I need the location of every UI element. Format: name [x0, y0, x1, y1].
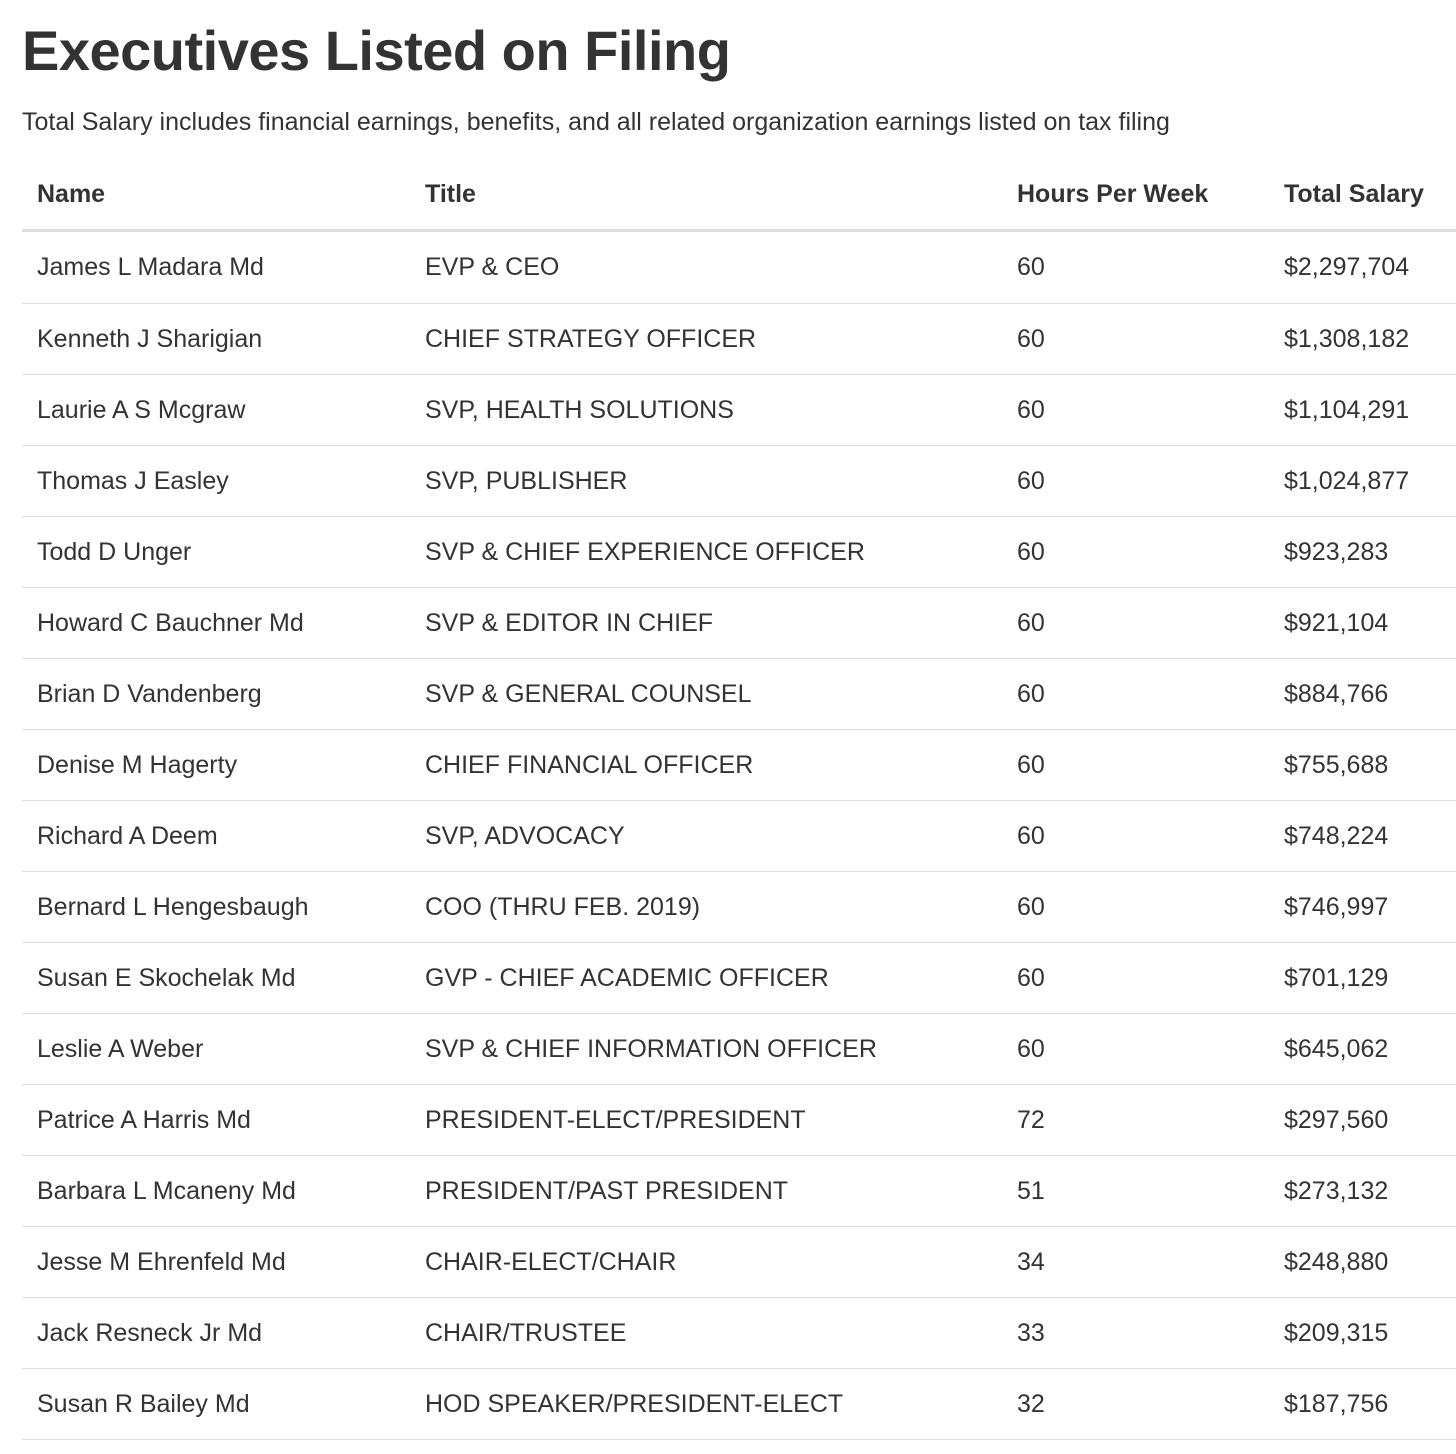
header-row: [22, 159, 1456, 231]
cell-title: CHAIR/TRUSTEE: [410, 1298, 1002, 1369]
cell-name: Laurie A S Mcgraw: [22, 375, 410, 446]
column-header-salary: Total Salary: [1269, 159, 1456, 231]
cell-title: SVP, ADVOCACY: [410, 801, 1002, 872]
cell-title: SVP & GENERAL COUNSEL: [410, 659, 1002, 730]
page-subtitle: Total Salary includes financial earnings, benefits, and all related organization earnings listed on tax filing: [22, 108, 1170, 136]
cell-title: SVP & EDITOR IN CHIEF: [410, 588, 1002, 659]
table-row: [22, 943, 1456, 1014]
cell-salary: $1,104,291: [1269, 375, 1456, 446]
column-header-title: Title: [410, 159, 1002, 231]
table-row: [22, 872, 1456, 943]
cell-title: SVP & CHIEF EXPERIENCE OFFICER: [410, 517, 1002, 588]
cell-hours: 60: [1002, 872, 1269, 943]
cell-name: Todd D Unger: [22, 517, 410, 588]
cell-salary: $187,756: [1269, 1369, 1456, 1440]
table-row: [22, 1014, 1456, 1085]
cell-salary: $701,129: [1269, 943, 1456, 1014]
cell-hours: 60: [1002, 1014, 1269, 1085]
cell-hours: 60: [1002, 801, 1269, 872]
page-title: Executives Listed on Filing: [22, 19, 731, 82]
cell-title: HOD SPEAKER/PRESIDENT-ELECT: [410, 1369, 1002, 1440]
cell-name: Jack Resneck Jr Md: [22, 1298, 410, 1369]
cell-name: Richard A Deem: [22, 801, 410, 872]
cell-name: James L Madara Md: [22, 231, 410, 304]
cell-hours: 60: [1002, 446, 1269, 517]
cell-title: SVP, HEALTH SOLUTIONS: [410, 375, 1002, 446]
column-header-hours: Hours Per Week: [1002, 159, 1269, 231]
cell-salary: $923,283: [1269, 517, 1456, 588]
table-row: [22, 659, 1456, 730]
table-row: [22, 1369, 1456, 1440]
cell-salary: $209,315: [1269, 1298, 1456, 1369]
cell-name: Barbara L Mcaneny Md: [22, 1156, 410, 1227]
cell-salary: $273,132: [1269, 1156, 1456, 1227]
executives-table: [22, 159, 1456, 1440]
cell-name: Thomas J Easley: [22, 446, 410, 517]
cell-name: Howard C Bauchner Md: [22, 588, 410, 659]
cell-name: Susan R Bailey Md: [22, 1369, 410, 1440]
cell-hours: 60: [1002, 659, 1269, 730]
cell-hours: 60: [1002, 943, 1269, 1014]
cell-hours: 51: [1002, 1156, 1269, 1227]
cell-name: Brian D Vandenberg: [22, 659, 410, 730]
cell-salary: $755,688: [1269, 730, 1456, 801]
cell-salary: $746,997: [1269, 872, 1456, 943]
cell-title: GVP - CHIEF ACADEMIC OFFICER: [410, 943, 1002, 1014]
table-row: [22, 1085, 1456, 1156]
cell-name: Denise M Hagerty: [22, 730, 410, 801]
cell-name: Bernard L Hengesbaugh: [22, 872, 410, 943]
table-header: [22, 159, 1456, 231]
cell-hours: 60: [1002, 304, 1269, 375]
cell-hours: 60: [1002, 517, 1269, 588]
cell-title: EVP & CEO: [410, 231, 1002, 304]
cell-name: Susan E Skochelak Md: [22, 943, 410, 1014]
table-row: [22, 446, 1456, 517]
cell-name: Kenneth J Sharigian: [22, 304, 410, 375]
cell-hours: 34: [1002, 1227, 1269, 1298]
cell-hours: 60: [1002, 231, 1269, 304]
table-row: [22, 304, 1456, 375]
table-row: [22, 375, 1456, 446]
cell-title: SVP & CHIEF INFORMATION OFFICER: [410, 1014, 1002, 1085]
cell-salary: $1,308,182: [1269, 304, 1456, 375]
cell-title: COO (THRU FEB. 2019): [410, 872, 1002, 943]
cell-hours: 72: [1002, 1085, 1269, 1156]
table-row: [22, 730, 1456, 801]
cell-salary: $921,104: [1269, 588, 1456, 659]
cell-hours: 32: [1002, 1369, 1269, 1440]
table-row: [22, 1156, 1456, 1227]
cell-hours: 60: [1002, 375, 1269, 446]
cell-salary: $1,024,877: [1269, 446, 1456, 517]
cell-title: CHAIR-ELECT/CHAIR: [410, 1227, 1002, 1298]
cell-name: Patrice A Harris Md: [22, 1085, 410, 1156]
cell-title: PRESIDENT-ELECT/PRESIDENT: [410, 1085, 1002, 1156]
cell-salary: $2,297,704: [1269, 231, 1456, 304]
cell-salary: $645,062: [1269, 1014, 1456, 1085]
column-header-name: Name: [22, 159, 410, 231]
table-row: [22, 1298, 1456, 1369]
table-row: [22, 588, 1456, 659]
cell-name: Leslie A Weber: [22, 1014, 410, 1085]
table-row: [22, 1227, 1456, 1298]
cell-title: CHIEF FINANCIAL OFFICER: [410, 730, 1002, 801]
cell-salary: $748,224: [1269, 801, 1456, 872]
cell-name: Jesse M Ehrenfeld Md: [22, 1227, 410, 1298]
cell-title: CHIEF STRATEGY OFFICER: [410, 304, 1002, 375]
cell-title: PRESIDENT/PAST PRESIDENT: [410, 1156, 1002, 1227]
cell-salary: $297,560: [1269, 1085, 1456, 1156]
cell-title: SVP, PUBLISHER: [410, 446, 1002, 517]
cell-hours: 33: [1002, 1298, 1269, 1369]
table-row: [22, 517, 1456, 588]
cell-hours: 60: [1002, 730, 1269, 801]
cell-hours: 60: [1002, 588, 1269, 659]
cell-salary: $884,766: [1269, 659, 1456, 730]
table-row: [22, 231, 1456, 304]
table-row: [22, 801, 1456, 872]
cell-salary: $248,880: [1269, 1227, 1456, 1298]
table-body: [22, 231, 1456, 1440]
